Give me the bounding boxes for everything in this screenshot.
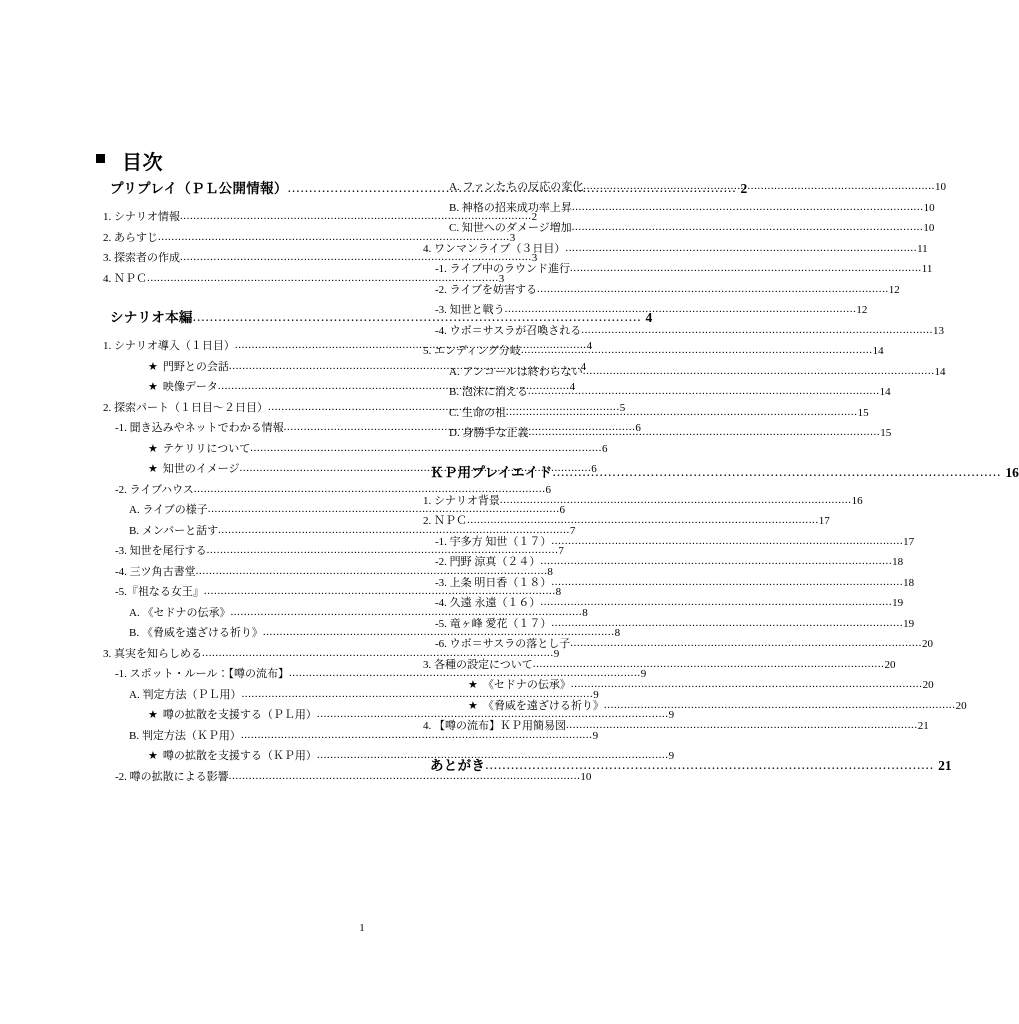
toc-page-number: 21 [917, 720, 929, 732]
toc-entry-label: B. 神格の招来成功率上昇 [449, 201, 572, 214]
toc-leader-dots [570, 638, 922, 649]
toc-page-number: 4 [645, 310, 653, 325]
toc-page-number: 14 [872, 345, 884, 357]
toc-entry-label: 4. ワンマンライブ（３日目） [423, 242, 566, 255]
toc-entry-label: -2. 門野 涼真（２４） [435, 556, 541, 568]
toc-row-gap [96, 325, 396, 335]
toc-page-number: 20 [955, 699, 967, 712]
toc-leader-dots [241, 730, 593, 741]
toc-entry[interactable] [96, 272, 505, 285]
toc-entry[interactable] [96, 688, 599, 701]
toc-leader-dots [204, 586, 556, 597]
toc-leader-dots [241, 689, 593, 700]
toc-page-number: 13 [932, 324, 944, 337]
page-title [96, 146, 163, 175]
toc-leader-dots [583, 181, 935, 192]
page-footer-number: 1 [359, 922, 365, 934]
toc-page-number: 16 [851, 494, 863, 507]
toc-entry-label: シナリオ本編 [110, 310, 193, 325]
toc-entry-label: 知世のイメージ [162, 463, 240, 475]
toc-entry[interactable] [96, 504, 566, 516]
toc-entry-label: プリプレイ（ＰＬ公開情報） [110, 181, 288, 196]
toc-entry-label: -1. スポット・ルール：【噂の流布】 [115, 668, 289, 680]
toc-page-number: 7 [569, 524, 576, 537]
toc-leader-dots [263, 627, 615, 638]
toc-entry-label: B. 判定方法（ＫＰ用） [129, 729, 241, 742]
toc-entry-label: B. 《脅威を遠ざける祈り》 [129, 627, 263, 639]
toc-page-number: 9 [592, 729, 599, 742]
toc-entry[interactable] [96, 545, 564, 557]
toc-leader-dots [180, 252, 532, 263]
toc-leader-dots [506, 407, 858, 418]
toc-page-number: 6 [591, 463, 597, 475]
toc-page-number: 2 [740, 181, 748, 196]
toc-entry-label: 1. シナリオ情報 [103, 211, 180, 223]
toc-entry-label: ＫＰ用プレイエイド [430, 464, 553, 480]
star-bullet-icon: ★ [468, 699, 478, 712]
toc-entry-label: C. 知世へのダメージ増加 [449, 222, 572, 234]
toc-entry-label: 5. エンディング分岐 [423, 345, 521, 357]
toc-entry[interactable] [96, 770, 592, 783]
toc-entry-label: 3. 真実を知らしめる [103, 647, 202, 660]
toc-entry-label: -1. ライブ中のラウンド進行 [435, 263, 571, 275]
toc-page-number: 12 [856, 304, 868, 316]
toc-leader-dots [571, 679, 923, 690]
toc-page-number: 4 [569, 381, 576, 393]
toc-page-number: 20 [884, 658, 896, 671]
toc-entry-label: A. ファンたちの反応の変化 [449, 181, 584, 193]
star-bullet-icon: ★ [148, 463, 158, 475]
star-bullet-icon: ★ [148, 750, 158, 762]
toc-leader-dots [572, 202, 924, 213]
toc-leader-dots [180, 211, 532, 222]
toc-entry[interactable] [416, 324, 944, 337]
toc-entry-label: -1. 宇多方 知世（１７） [435, 535, 552, 548]
toc-entry-label: -1. 聞き込みやネットでわかる情報 [115, 422, 284, 434]
toc-page-number: 17 [818, 515, 830, 527]
toc-page-number: 9 [668, 750, 675, 762]
toc-leader-dots [194, 484, 546, 495]
toc-leader-dots [581, 325, 933, 336]
toc-leader-dots [500, 495, 852, 506]
toc-page-number: 6 [601, 442, 608, 455]
toc-entry-label: D. 身勝手な正義 [449, 427, 529, 439]
toc-row-gap [96, 783, 396, 793]
star-bullet-icon: ★ [148, 709, 158, 721]
toc-entry-label: 2. 探索パート（１日目〜２日目） [103, 401, 268, 414]
toc-leader-dots [229, 771, 581, 782]
toc-entry[interactable] [96, 647, 560, 660]
toc-leader-dots [604, 700, 956, 711]
toc-page-number: 5 [619, 401, 626, 414]
toc-leader-dots [533, 659, 885, 670]
toc-entry[interactable] [96, 524, 576, 537]
square-bullet-icon [96, 154, 105, 163]
toc-page-number: 6 [635, 422, 641, 434]
toc-leader-dots [565, 243, 917, 254]
toc-entry-label: 《セドナの伝承》 [482, 679, 571, 691]
toc-entry[interactable] [96, 211, 538, 223]
toc-page-number: 3 [498, 272, 505, 285]
toc-entry-label: 2. ＮＰＣ [423, 515, 467, 527]
toc-leader-dots [230, 607, 582, 618]
toc-page-number: 9 [593, 688, 599, 701]
toc-leader-dots [540, 597, 892, 608]
toc-entry[interactable] [96, 709, 675, 721]
toc-entry[interactable] [96, 668, 647, 680]
toc-page-number: 14 [934, 365, 946, 378]
toc-leader-dots [572, 222, 924, 233]
toc-entry[interactable] [96, 606, 588, 619]
toc-leader-dots [528, 386, 880, 397]
toc-row-gap [96, 285, 396, 295]
toc-entry[interactable] [96, 442, 608, 455]
toc-page-number: 8 [547, 565, 553, 578]
toc-page-number: 4 [586, 340, 593, 352]
toc-leader-dots [218, 381, 570, 392]
toc-page-number: 17 [903, 535, 915, 548]
toc-entry-label: -5. 竜ヶ峰 愛花（１７） [435, 617, 552, 630]
toc-leader-dots [196, 566, 548, 577]
toc-page-number: 8 [555, 586, 562, 598]
toc-entry-label: B. メンバーと話す [129, 524, 219, 537]
toc-entry[interactable] [96, 586, 562, 598]
toc-entry-label: 《脅威を遠ざける祈り》 [482, 699, 604, 712]
toc-entry[interactable] [416, 283, 900, 296]
toc-entry-label: 1. シナリオ導入（１日目） [103, 340, 235, 352]
toc-entry-label: 映像データ [162, 381, 218, 393]
toc-page-number: 10 [934, 181, 946, 193]
toc-page-number: 10 [580, 770, 592, 783]
toc-entry[interactable] [96, 627, 621, 639]
toc-page-number: 11 [921, 263, 933, 275]
toc-page-number: 8 [614, 627, 621, 639]
toc-entry[interactable] [96, 483, 552, 496]
toc-leader-dots [566, 720, 918, 731]
toc-entry-label: C. 生命の祖 [449, 406, 506, 419]
toc-page-number: 9 [553, 647, 560, 660]
toc-leader-dots [485, 758, 934, 772]
toc-leader-dots [551, 536, 903, 547]
star-bullet-icon: ★ [148, 360, 158, 373]
toc-entry-label: -2. ライブハウス [115, 483, 194, 496]
toc-page-number: 9 [668, 709, 675, 721]
toc-page-number: 19 [903, 617, 915, 630]
toc-row-gap [96, 196, 396, 206]
toc-entry-label: -3. 知世を尾行する [115, 545, 207, 557]
toc-page-number: 9 [640, 668, 647, 680]
toc-page-number: 21 [938, 757, 952, 773]
toc-leader-dots [229, 361, 581, 372]
toc-leader-dots [521, 345, 873, 356]
toc-page-number: 20 [922, 679, 934, 691]
toc-page-number: 14 [879, 386, 891, 398]
toc-entry[interactable] [96, 252, 538, 264]
toc-entry-label: -5.『祖なる女王』 [115, 586, 204, 598]
toc-page-number: 10 [923, 222, 935, 234]
toc-entry-label: 3. 各種の設定について [423, 658, 533, 671]
toc-leader-dots [158, 232, 510, 243]
toc-leader-dots [551, 577, 903, 588]
toc-entry-label: A. ライブの様子 [129, 504, 208, 516]
toc-entry-label: A. 判定方法（ＰＬ用） [129, 688, 242, 701]
toc-entry-label: B. 泡沫に消える [449, 386, 528, 398]
toc-entry-label: テケリリについて [162, 442, 251, 455]
toc-leader-dots [147, 273, 499, 284]
toc-page-number: 19 [892, 597, 904, 609]
toc-entry-label: 4. 【噂の流布】ＫＰ用簡易図 [423, 720, 566, 732]
toc-page-number: 7 [558, 545, 564, 557]
toc-leader-dots [218, 525, 570, 536]
toc-page-number: 12 [888, 283, 900, 296]
toc-page-number: 11 [917, 242, 928, 255]
toc-entry-label: 噂の拡散を支援する（ＫＰ用） [162, 750, 317, 762]
page-title-text: 目次 [122, 152, 163, 174]
toc-entry-label: -3. 上条 明日香（１８） [435, 576, 552, 589]
toc-entry-label: 3. 探索者の作成 [103, 252, 180, 264]
toc-entry-label: A. 《セドナの伝承》 [129, 606, 231, 619]
toc-page-number: 4 [580, 360, 587, 373]
toc-page-number: 18 [903, 576, 915, 589]
star-bullet-icon: ★ [468, 679, 478, 691]
toc-page-number: 15 [880, 427, 892, 439]
toc-entry-label: 門野との会話 [162, 360, 229, 373]
toc-entry-label: -2. ライブを妨害する [435, 283, 538, 296]
toc-page-number: 6 [545, 483, 552, 496]
toc-page-number: 2 [531, 211, 538, 223]
toc-entry[interactable] [96, 565, 553, 578]
toc-entry[interactable] [96, 750, 675, 762]
toc-entry[interactable] [96, 231, 516, 244]
toc-entry-label: -4. 久遠 永遠（１６） [435, 597, 541, 609]
toc-leader-dots [570, 263, 922, 274]
toc-leader-dots [505, 304, 857, 315]
toc-entry-label: -2. 噂の拡散による影響 [115, 770, 229, 783]
toc-page-number: 20 [921, 638, 933, 650]
toc-entry-label: あとがき [430, 757, 486, 773]
toc-entry-label: 2. あらすじ [103, 231, 158, 244]
toc-columns [0, 181, 1019, 792]
toc-leader-dots [583, 366, 935, 377]
star-bullet-icon: ★ [148, 442, 158, 455]
toc-leader-dots [540, 556, 892, 567]
toc-entry-label: -3. 知世と戦う [435, 304, 505, 316]
toc-page-number: 18 [892, 556, 904, 568]
toc-page-number: 6 [559, 504, 566, 516]
toc-entry[interactable] [96, 729, 599, 742]
toc-leader-dots [250, 443, 602, 454]
toc-page-number: 3 [531, 252, 538, 264]
toc-leader-dots [202, 648, 554, 659]
toc-entry-label: A. アンコールは終わらない [449, 365, 583, 378]
toc-entry-label: -4. 三ツ角古書堂 [115, 565, 196, 578]
toc-entry-label: 4. ＮＰＣ [103, 272, 147, 285]
toc-page-number: 16 [1005, 464, 1019, 480]
toc-page-number: 3 [509, 231, 516, 244]
toc-entry-label: -6. ウボ＝サスラの落とし子 [435, 638, 571, 650]
toc-page-number: 8 [582, 606, 588, 619]
toc-page-number: 10 [923, 201, 935, 214]
toc-leader-dots [551, 618, 903, 629]
toc-entry-label: 1. シナリオ背景 [423, 494, 500, 507]
toc-leader-dots [537, 284, 889, 295]
toc-page-number: 15 [857, 406, 869, 419]
toc-leader-dots [528, 427, 880, 438]
toc-leader-dots [207, 545, 559, 556]
toc-leader-dots [240, 463, 592, 474]
toc-leader-dots [467, 515, 819, 526]
toc-leader-dots [552, 465, 1001, 479]
toc-entry-label: 噂の拡散を支援する（ＰＬ用） [162, 709, 317, 721]
toc-entry-label: -4. ウボ＝サスラが召喚される [435, 324, 582, 337]
star-bullet-icon: ★ [148, 381, 158, 393]
